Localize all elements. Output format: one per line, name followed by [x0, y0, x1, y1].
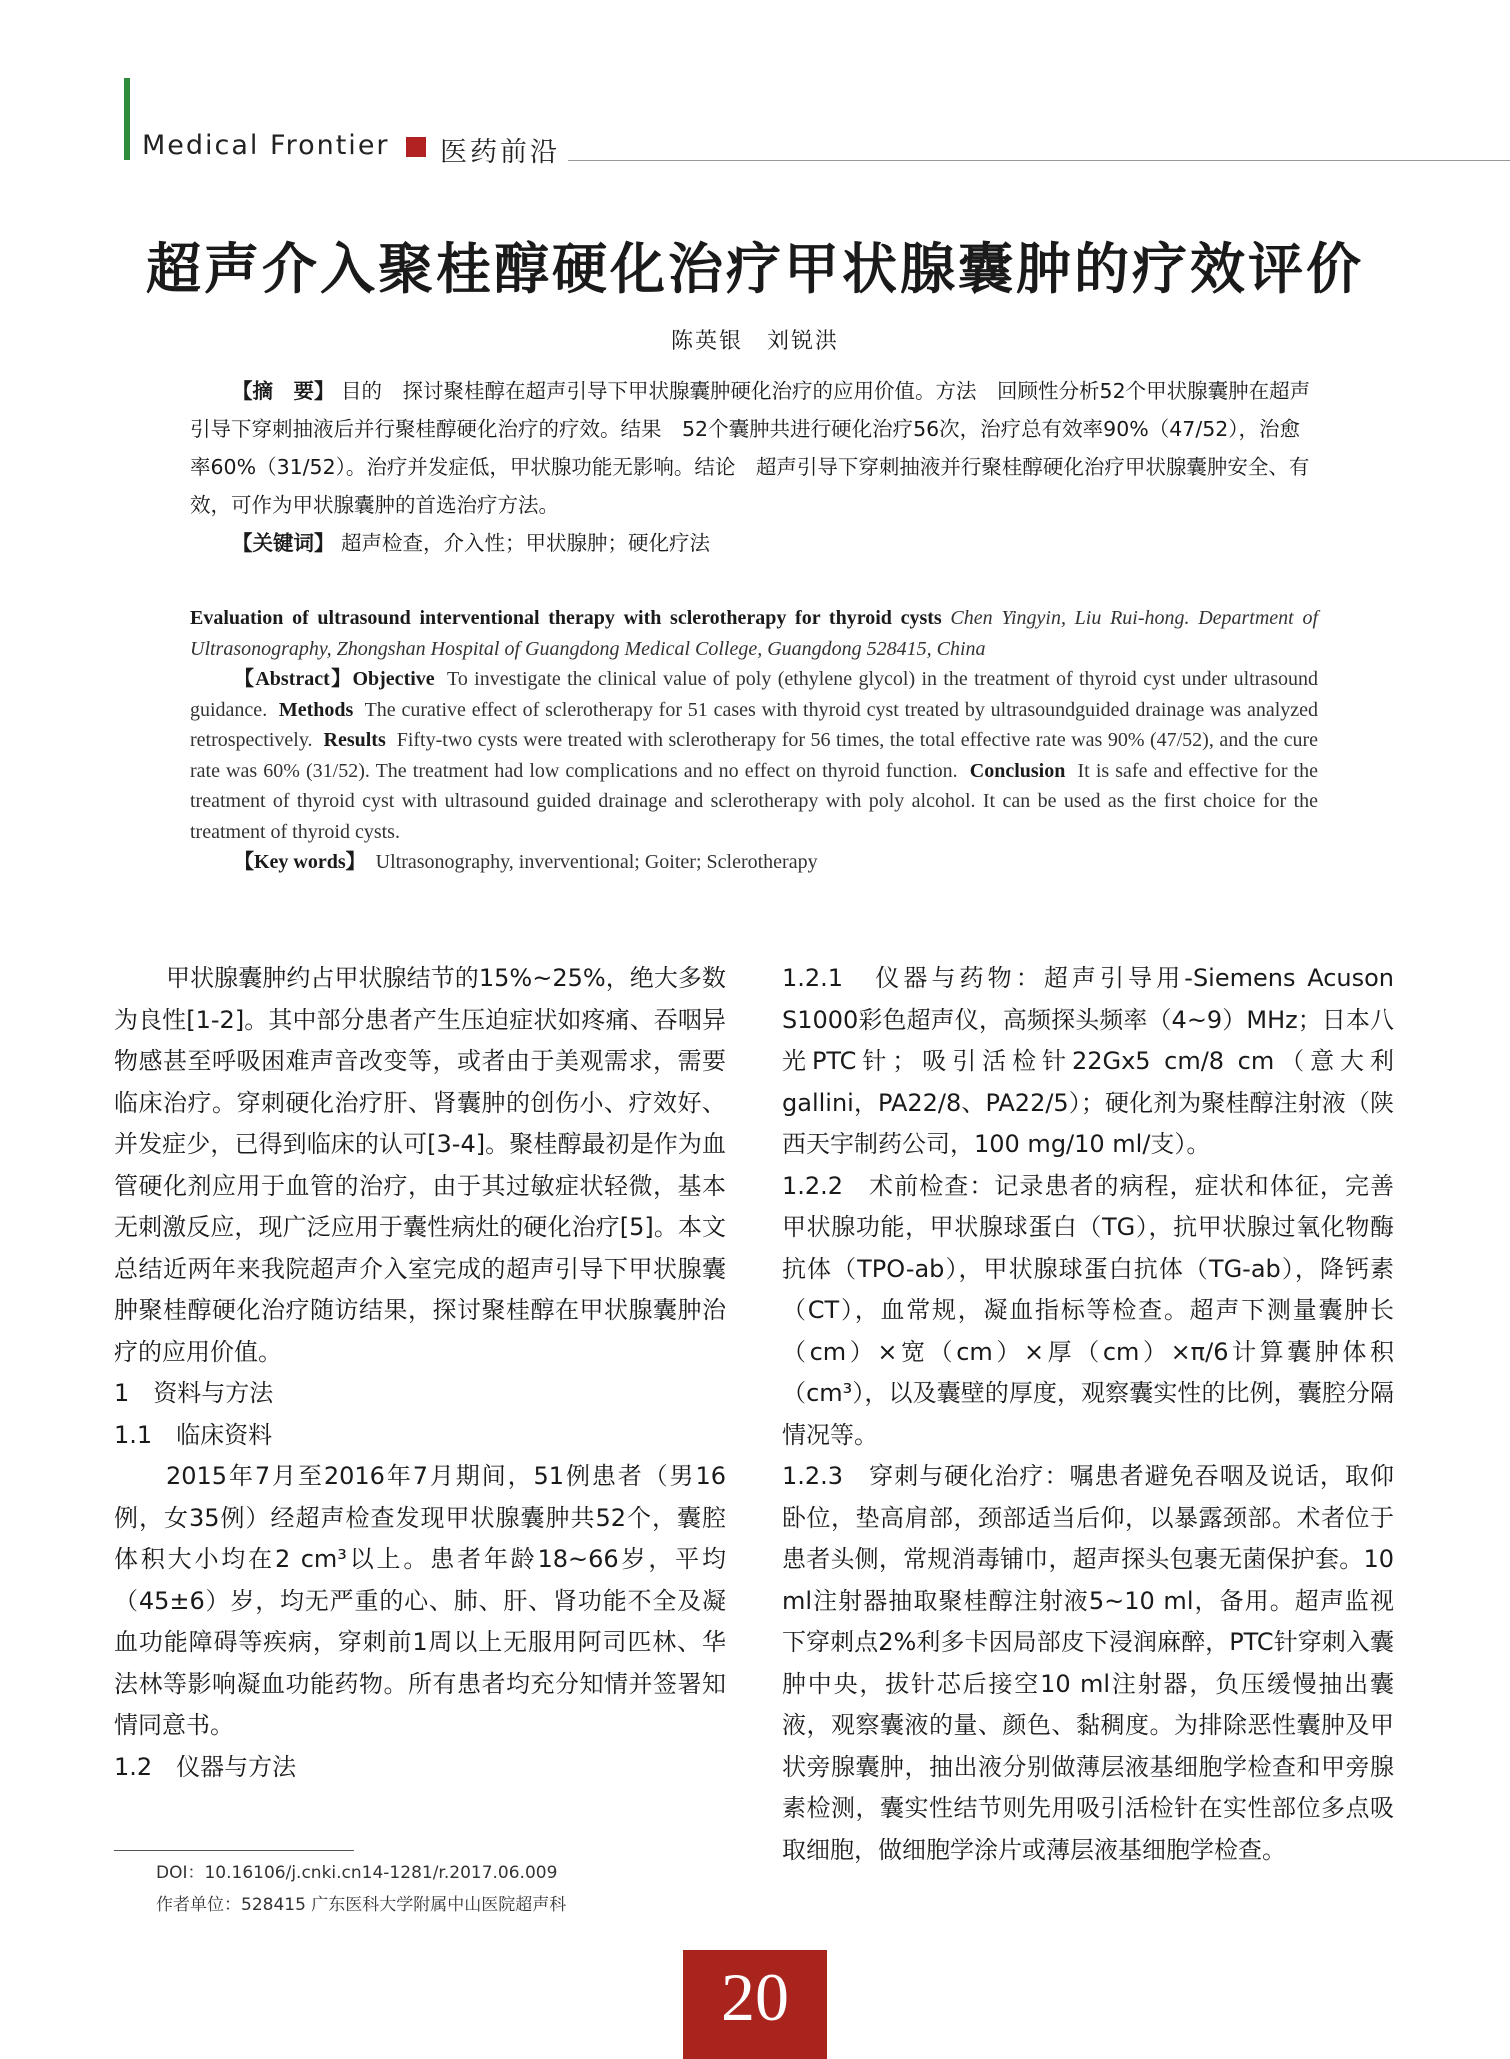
journal-section-cn: 医药前沿: [440, 137, 560, 168]
article-title: 超声介入聚桂醇硬化治疗甲状腺囊肿的疗效评价: [145, 237, 1364, 301]
section-1-heading: 1 资料与方法: [114, 1379, 274, 1407]
clinical-data-paragraph: 2015年7月至2016年7月期间，51例患者（男16例，女35例）经超声检查发现甲状腺囊肿共52个，囊腔体积大小均在2 cm³以上。患者年龄18~66岁，平均（45±6）岁，均无严重的心、肺、肝、肾功能不全及凝血功能障碍等疾病，穿刺前1周以上无服用阿司匹林、华法林等影响凝血功能药物。所有患者均充分知情并签署知情同意书。: [114, 1462, 726, 1739]
abstract-en-body: [190, 664, 1318, 847]
abstract-cn-label: 【摘 要】: [232, 379, 335, 403]
journal-section-en: Medical Frontier: [142, 130, 390, 161]
body-column-left: [114, 958, 726, 1788]
abstract-en-methods: The curative effect of sclerotherapy for 51 cases with thyroid cyst treated by ultrasoundguided drainage was analyzed retrospectively.: [190, 698, 1319, 751]
instruments-paragraph: 1.2.1 仪器与药物：超声引导用-Siemens Acuson S1000彩色超声仪，高频探头频率（4~9）MHz；日本八光PTC针；吸引活检针22Gx5 cm/8 cm（意大利gallini，PA22/8、PA22/5）；硬化剂为聚桂醇注射液（陕西天宇制药公司，100 mg/10 ml/支）。: [782, 964, 1394, 1158]
section-1-1-heading: 1.1 临床资料: [114, 1420, 273, 1449]
abstract-en-methods-label: Methods: [278, 698, 354, 721]
keywords-en: [190, 847, 1318, 878]
abstract-en-label: 【Abstract】: [234, 668, 353, 690]
abstract-en-results-label: Results: [323, 729, 386, 751]
abstract-en-conclusion-label: Conclusion: [969, 759, 1066, 782]
abstract-en-conclusion: It is safe and effective for the treatment of thyroid cyst with ultrasound guided drainage and sclerotherapy with poly alcohol. It can be used as the first choice for the treatment of thyroid cysts.: [190, 759, 1318, 843]
footnote-rule: [114, 1850, 354, 1851]
abstract-cn: [190, 372, 1318, 562]
keywords-cn-label: 【关键词】: [232, 531, 335, 555]
section-1-2-heading: 1.2 仪器与方法: [114, 1752, 297, 1781]
keywords-en-label: 【Key words】: [234, 851, 366, 873]
procedure-paragraph: 1.2.3 穿刺与硬化治疗：嘱患者避免吞咽及说话，取仰卧位，垫高肩部，颈部适当后仰，以暴露颈部。术者位于患者头侧，常规消毒铺巾，超声探头包裹无菌保护套。10 ml注射器抽取聚桂醇注射液5~10 ml，备用。超声监视下穿刺点2%利多卡因局部皮下浸润麻醉，PTC针穿刺入囊肿中央，拔针芯后接空10 ml注射器，负压缓慢抽出囊液，观察囊液的量、颜色、黏稠度。为排除恶性囊肿及甲状旁腺囊肿，抽出液分别做薄层液基细胞学检查和甲旁腺素检测，囊实性结节则先用吸引活检针在实性部位多点吸取细胞，做细胞学涂片或薄层液基细胞学检查。: [782, 1462, 1394, 1864]
abstract-en-title: Evaluation of ultrasound interventional therapy with sclerotherapy for thyroid cysts: [190, 607, 942, 629]
keywords-cn: [190, 524, 1318, 562]
header-rule: [568, 160, 1510, 161]
abstract-en-results: Fifty-two cysts were treated with sclerotherapy for 56 times, the total effective rate was 90% (47/52), and the cure rate was 60% (31/52). The treatment had low complications and no effect on thyroid function.: [190, 729, 1319, 782]
keywords-en-text: Ultrasonography, inverventional; Goiter; Sclerotherapy: [375, 851, 818, 873]
abstract-en: [190, 603, 1318, 878]
intro-paragraph: 甲状腺囊肿约占甲状腺结节的15%~25%，绝大多数为良性[1-2]。其中部分患者产生压迫症状如疼痛、吞咽异物感甚至呼吸困难声音改变等，或者由于美观需求，需要临床治疗。穿刺硬化治疗肝、肾囊肿的创伤小、疗效好、并发症少，已得到临床的认可[3-4]。聚桂醇最初是作为血管硬化剂应用于血管的治疗，由于其过敏症状轻微，基本无刺激反应，现广泛应用于囊性病灶的硬化治疗[5]。本文总结近两年来我院超声介入室完成的超声引导下甲状腺囊肿聚桂醇硬化治疗随访结果，探讨聚桂醇在甲状腺囊肿治疗的应用价值。: [114, 964, 726, 1366]
abstract-en-heading: [190, 603, 1318, 664]
footnote-doi: DOI：10.16106/j.cnki.cn14-1281/r.2017.06.009: [156, 1863, 558, 1883]
abstract-cn-text: 目的 探讨聚桂醇在超声引导下甲状腺囊肿硬化治疗的应用价值。方法 回顾性分析52个甲状腺囊肿在超声引导下穿刺抽液后并行聚桂醇硬化治疗的疗效。结果 52个囊肿共进行硬化治疗56次，治疗总有效率90%（47/52），治愈率60%（31/52）。治疗并发症低，甲状腺功能无影响。结论 超声引导下穿刺抽液并行聚桂醇硬化治疗甲状腺囊肿安全、有效，可作为甲状腺囊肿的首选治疗方法。: [190, 379, 1311, 517]
abstract-en-objective: To investigate the clinical value of poly (ethylene glycol) in the treatment of thyroid cyst under ultrasound guidance.: [190, 668, 1318, 721]
preop-exam-paragraph: 1.2.2 术前检查：记录患者的病程，症状和体征，完善甲状腺功能，甲状腺球蛋白（TG），抗甲状腺过氧化物酶抗体（TPO-ab），甲状腺球蛋白抗体（TG-ab），降钙素（CT），血常规，凝血指标等检查。超声下测量囊肿长（cm）×宽（cm）×厚（cm）×π/6计算囊肿体积（cm³），以及囊壁的厚度，观察囊实性的比例，囊腔分隔情况等。: [782, 1171, 1394, 1449]
abstract-en-authors: Chen Yingyin, Liu Rui-hong. Department of Ultrasonography, Zhongshan Hospital of Guangdong Medical College, Guangdong 528415, China: [190, 607, 1319, 660]
article-authors: 陈英银 刘锐洪: [670, 329, 839, 354]
page-number: 20: [721, 1959, 789, 2035]
footnote-affiliation: 作者单位：528415 广东医科大学附属中山医院超声科: [156, 1895, 567, 1915]
abstract-en-objective-label: Objective: [352, 668, 435, 690]
abstract-cn-body: [190, 372, 1318, 524]
header-square-icon: [406, 137, 426, 157]
body-column-right: [782, 958, 1394, 1871]
keywords-cn-text: 超声检查，介入性；甲状腺肿；硬化疗法: [341, 531, 711, 555]
header-accent-bar: [124, 78, 130, 160]
